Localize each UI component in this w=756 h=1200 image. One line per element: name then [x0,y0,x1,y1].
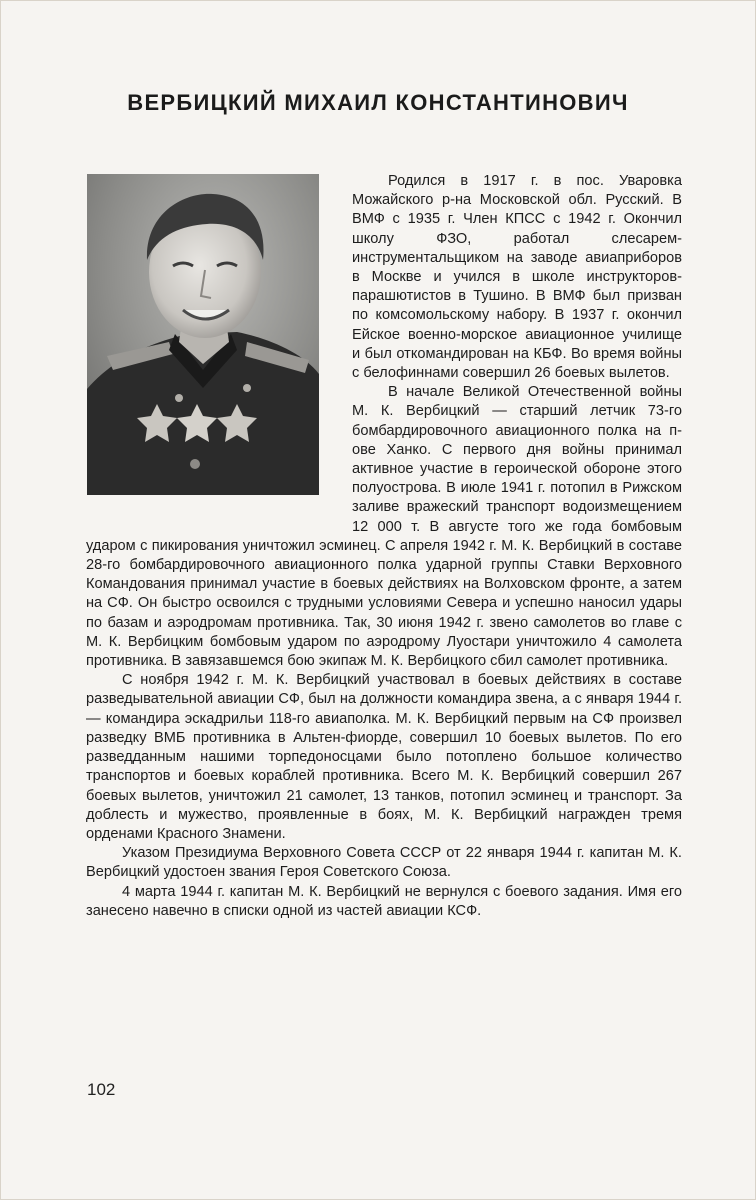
paragraph-2: В начале Великой Отечественной войны М. К. Вербицкий — старший летчик 73-го бомбардировочного авиационного полка на п-ове Ханко. С первого дня войны принимал активное участие в героической обороне этого полуострова. В июле 1941 г. потопил в Рижском заливе вражеский транспорт водоизмещением 12 000 т. В августе того же года бомбовым ударом с пикирования уничтожил эсминец. С апреля 1942 г. М. К. Вербицкий в составе 28-го бомбардировочного авиационного полка ударной группы Ставки Верховного Командования принимал участие в боевых действиях на Волховском фронте, а затем на СФ. Он быстро освоился с трудными условиями Севера и успешно наносил удары по базам и аэродромам противника. Так, 30 июня 1942 г. звено самолетов во главе с М. К. Вербицким бомбовым ударом по аэродрому Луостари уничтожило 4 самолета противника. В завязавшемся бою экипаж М. К. Вербицкого сбил самолет противника. [86,384,682,670]
paragraph-3: С ноября 1942 г. М. К. Вербицкий участвовал в боевых действиях в составе разведывательной авиации СФ, был на должности командира звена, а с января 1944 г. — командира эскадрильи 118-го авиаполка. М. К. Вербицкий первым на СФ произвел разведку ВМБ противника в Альтен-фиорде, совершил 10 боевых вылетов. По его разведданным нашими торпедоносцами было потоплено большое количество транспортов и боевых кораблей противника. Всего М. К. Вербицкий совершил 267 боевых вылетов, уничтожил 21 самолет, 13 танков, потопил эсминец и транспорт. За доблесть и мужество, проявленные в боях, М. К. Вербицкий награжден тремя орденами Красного Знамени. [86,672,682,842]
paragraph-4: Указом Президиума Верховного Совета СССР от 22 января 1944 г. капитан М. К. Вербицкий удостоен звания Героя Советского Союза. [86,845,682,881]
paragraph-1: Родился в 1917 г. в пос. Уваровка Можайского р-на Московской обл. Русский. В ВМФ с 1935 г. Член КПСС с 1942 г. Окончил школу ФЗО, работал слесарем-инструментальщиком на заводе авиаприборов в Москве и учился в школе инструкторов-парашютистов в Тушино. В ВМФ был призван по комсомольскому набору. В 1937 г. окончил Ейское военно-морское авиационное училище и был откомандирован на КБФ. Во время войны с белофиннами совершил 26 боевых вылетов. [352,173,682,382]
biography-text [86,172,682,921]
photo-spacer [86,172,352,526]
page-title: ВЕРБИЦКИЙ МИХАИЛ КОНСТАНТИНОВИЧ [127,90,629,115]
page-number: 102 [87,1080,116,1099]
paragraph-5: 4 марта 1944 г. капитан М. К. Вербицкий не вернулся с боевого задания. Имя его занесено навечно в списки одной из частей авиации КСФ. [86,883,682,919]
